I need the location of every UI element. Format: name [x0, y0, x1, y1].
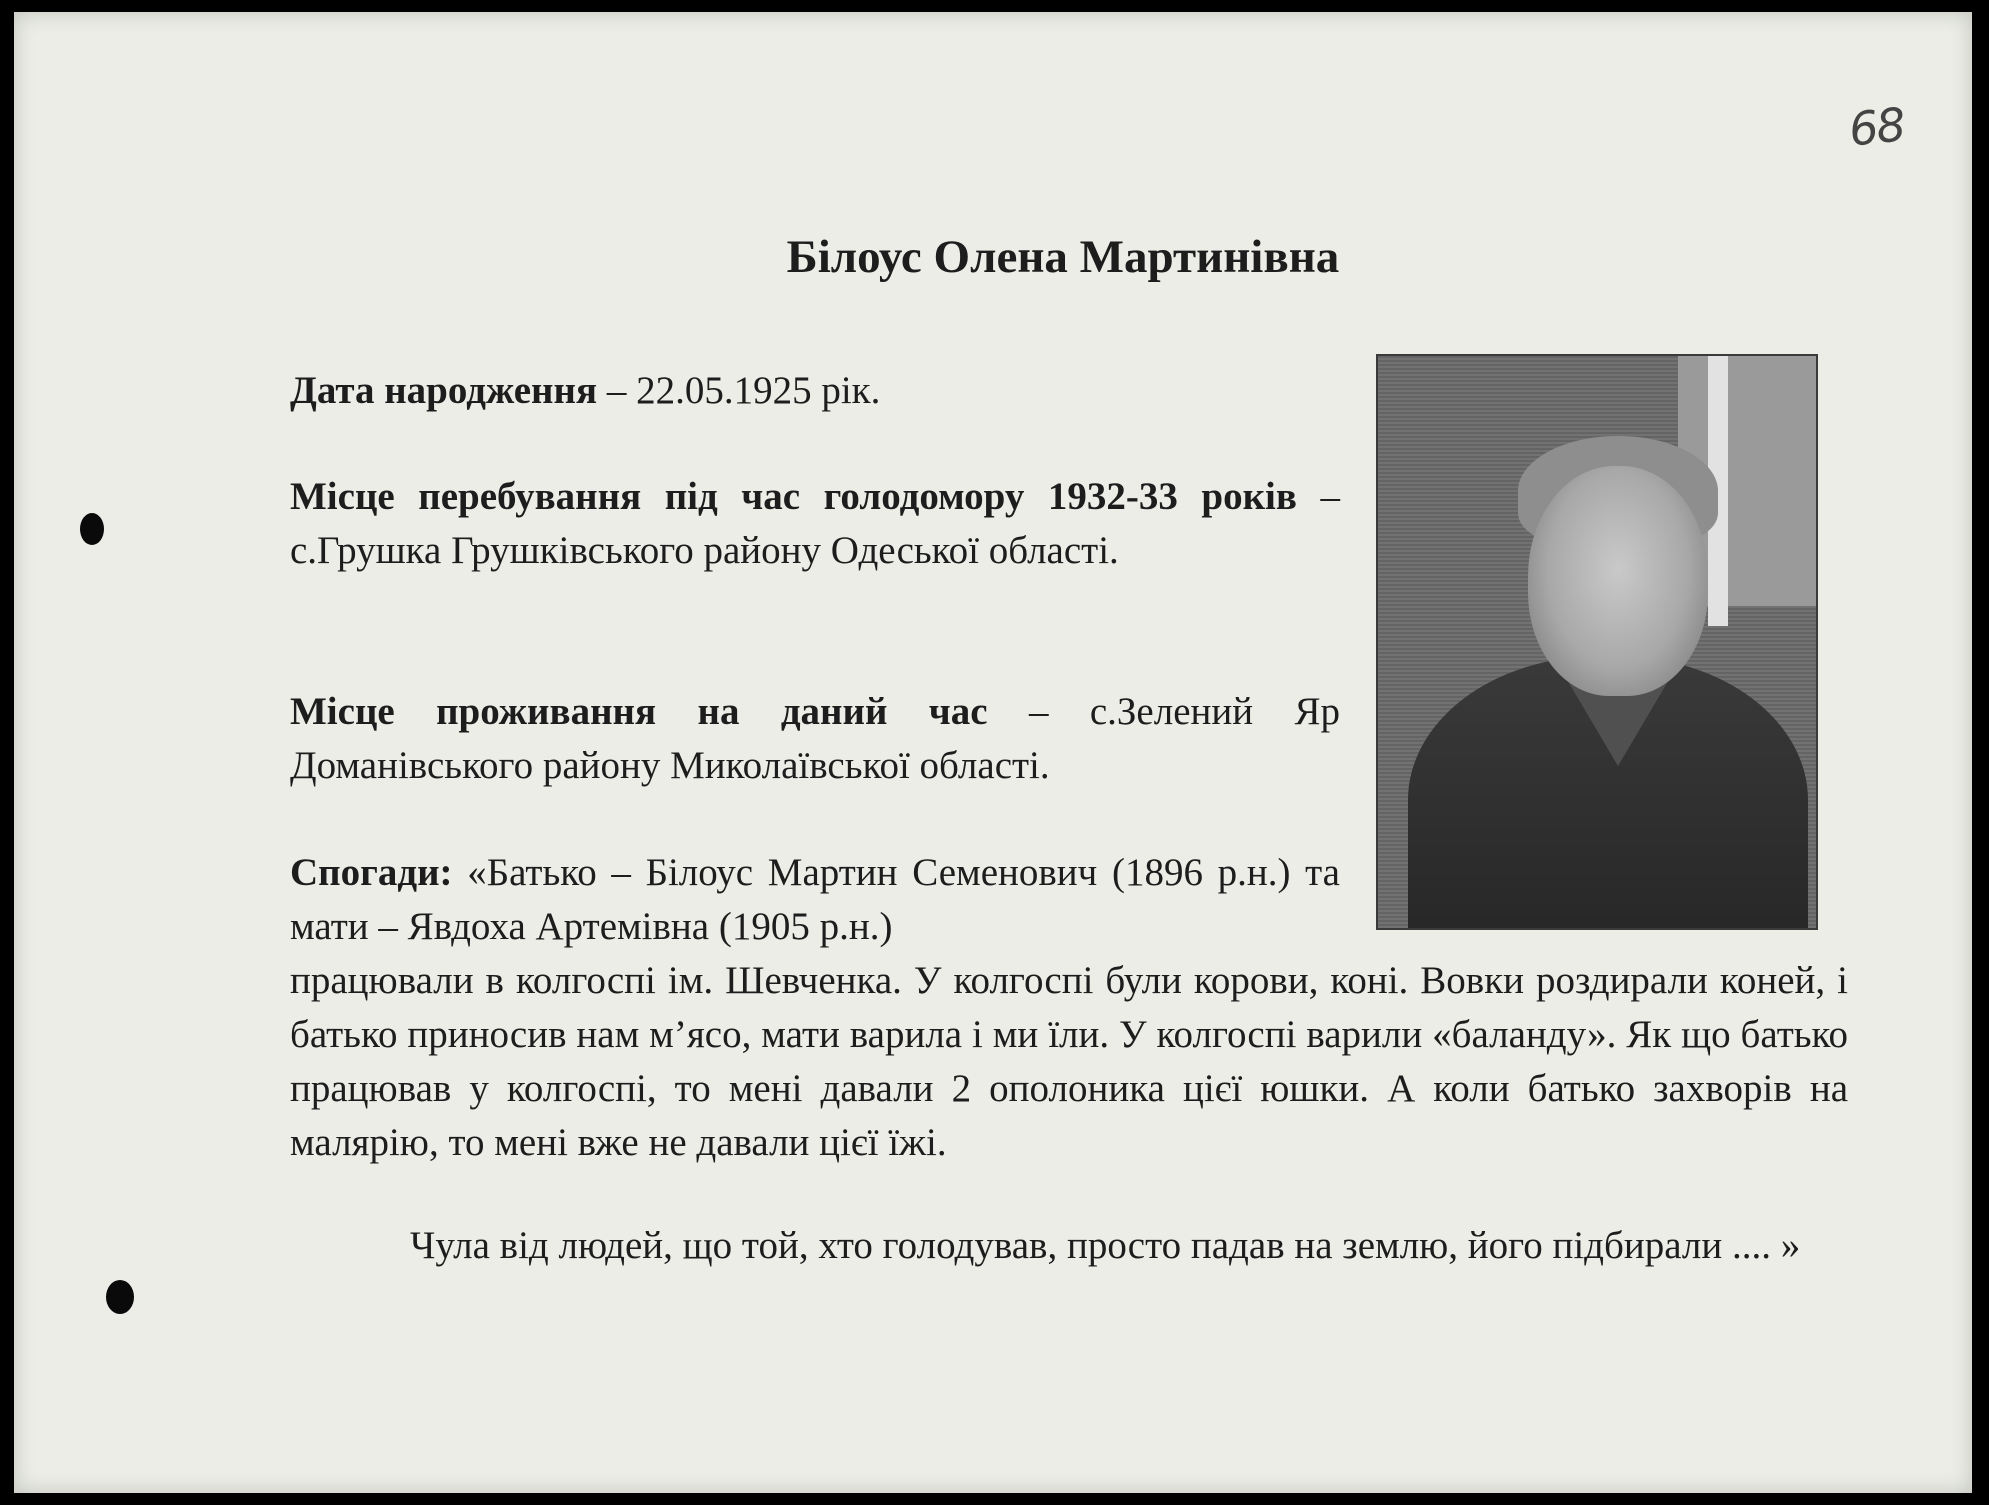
birth-date-paragraph	[290, 364, 1340, 418]
memories-head-text: «Батько – Білоус Мартин Семенович (1896 р.н.) та мати – Явдоха Артемівна (1905 р.н.)	[290, 851, 1340, 948]
birth-date-value: – 22.05.1925 рік.	[597, 369, 881, 412]
birth-date-label: Дата народження	[290, 369, 598, 412]
person-name-title: Білоус Олена Мартинівна	[786, 231, 1340, 283]
punch-hole-top	[80, 513, 104, 545]
residence-value: – с.Зелений Яр Доманівського району Миколаївської області.	[290, 690, 1340, 787]
famine-location-label: Місце перебування під час голодомору 1932-33 років	[290, 475, 1297, 518]
memories-paragraph-tail: Чула від людей, що той, хто голодував, просто падав на землю, його підбирали .... »	[410, 1224, 1801, 1267]
memories-label: Спогади:	[290, 851, 453, 894]
punch-hole-bottom	[106, 1280, 134, 1314]
memories-paragraph-body: працювали в колгоспі ім. Шевченка. У колгоспі були корови, коні. Вовки роздирали коней, і батько приносив нам м’ясо, мати варила і ми їли. У колгоспі варили «баланду». Як що батько працював у колгоспі, то мені давали 2 ополоника цієї юшки. А коли батько захворів на малярію, то мені вже не давали цієї їжі.	[290, 959, 1848, 1164]
handwritten-page-number: 68	[1846, 97, 1907, 157]
residence-label: Місце проживання на даний час	[290, 690, 988, 733]
residence-paragraph	[290, 685, 1340, 793]
portrait-photo	[1376, 354, 1818, 930]
memories-paragraph-head	[290, 846, 1340, 954]
famine-location-paragraph	[290, 470, 1340, 578]
famine-location-value: – с.Грушка Грушківського району Одеської області.	[290, 475, 1341, 572]
document-sheet	[14, 12, 1972, 1493]
photo-person-face	[1528, 466, 1708, 696]
